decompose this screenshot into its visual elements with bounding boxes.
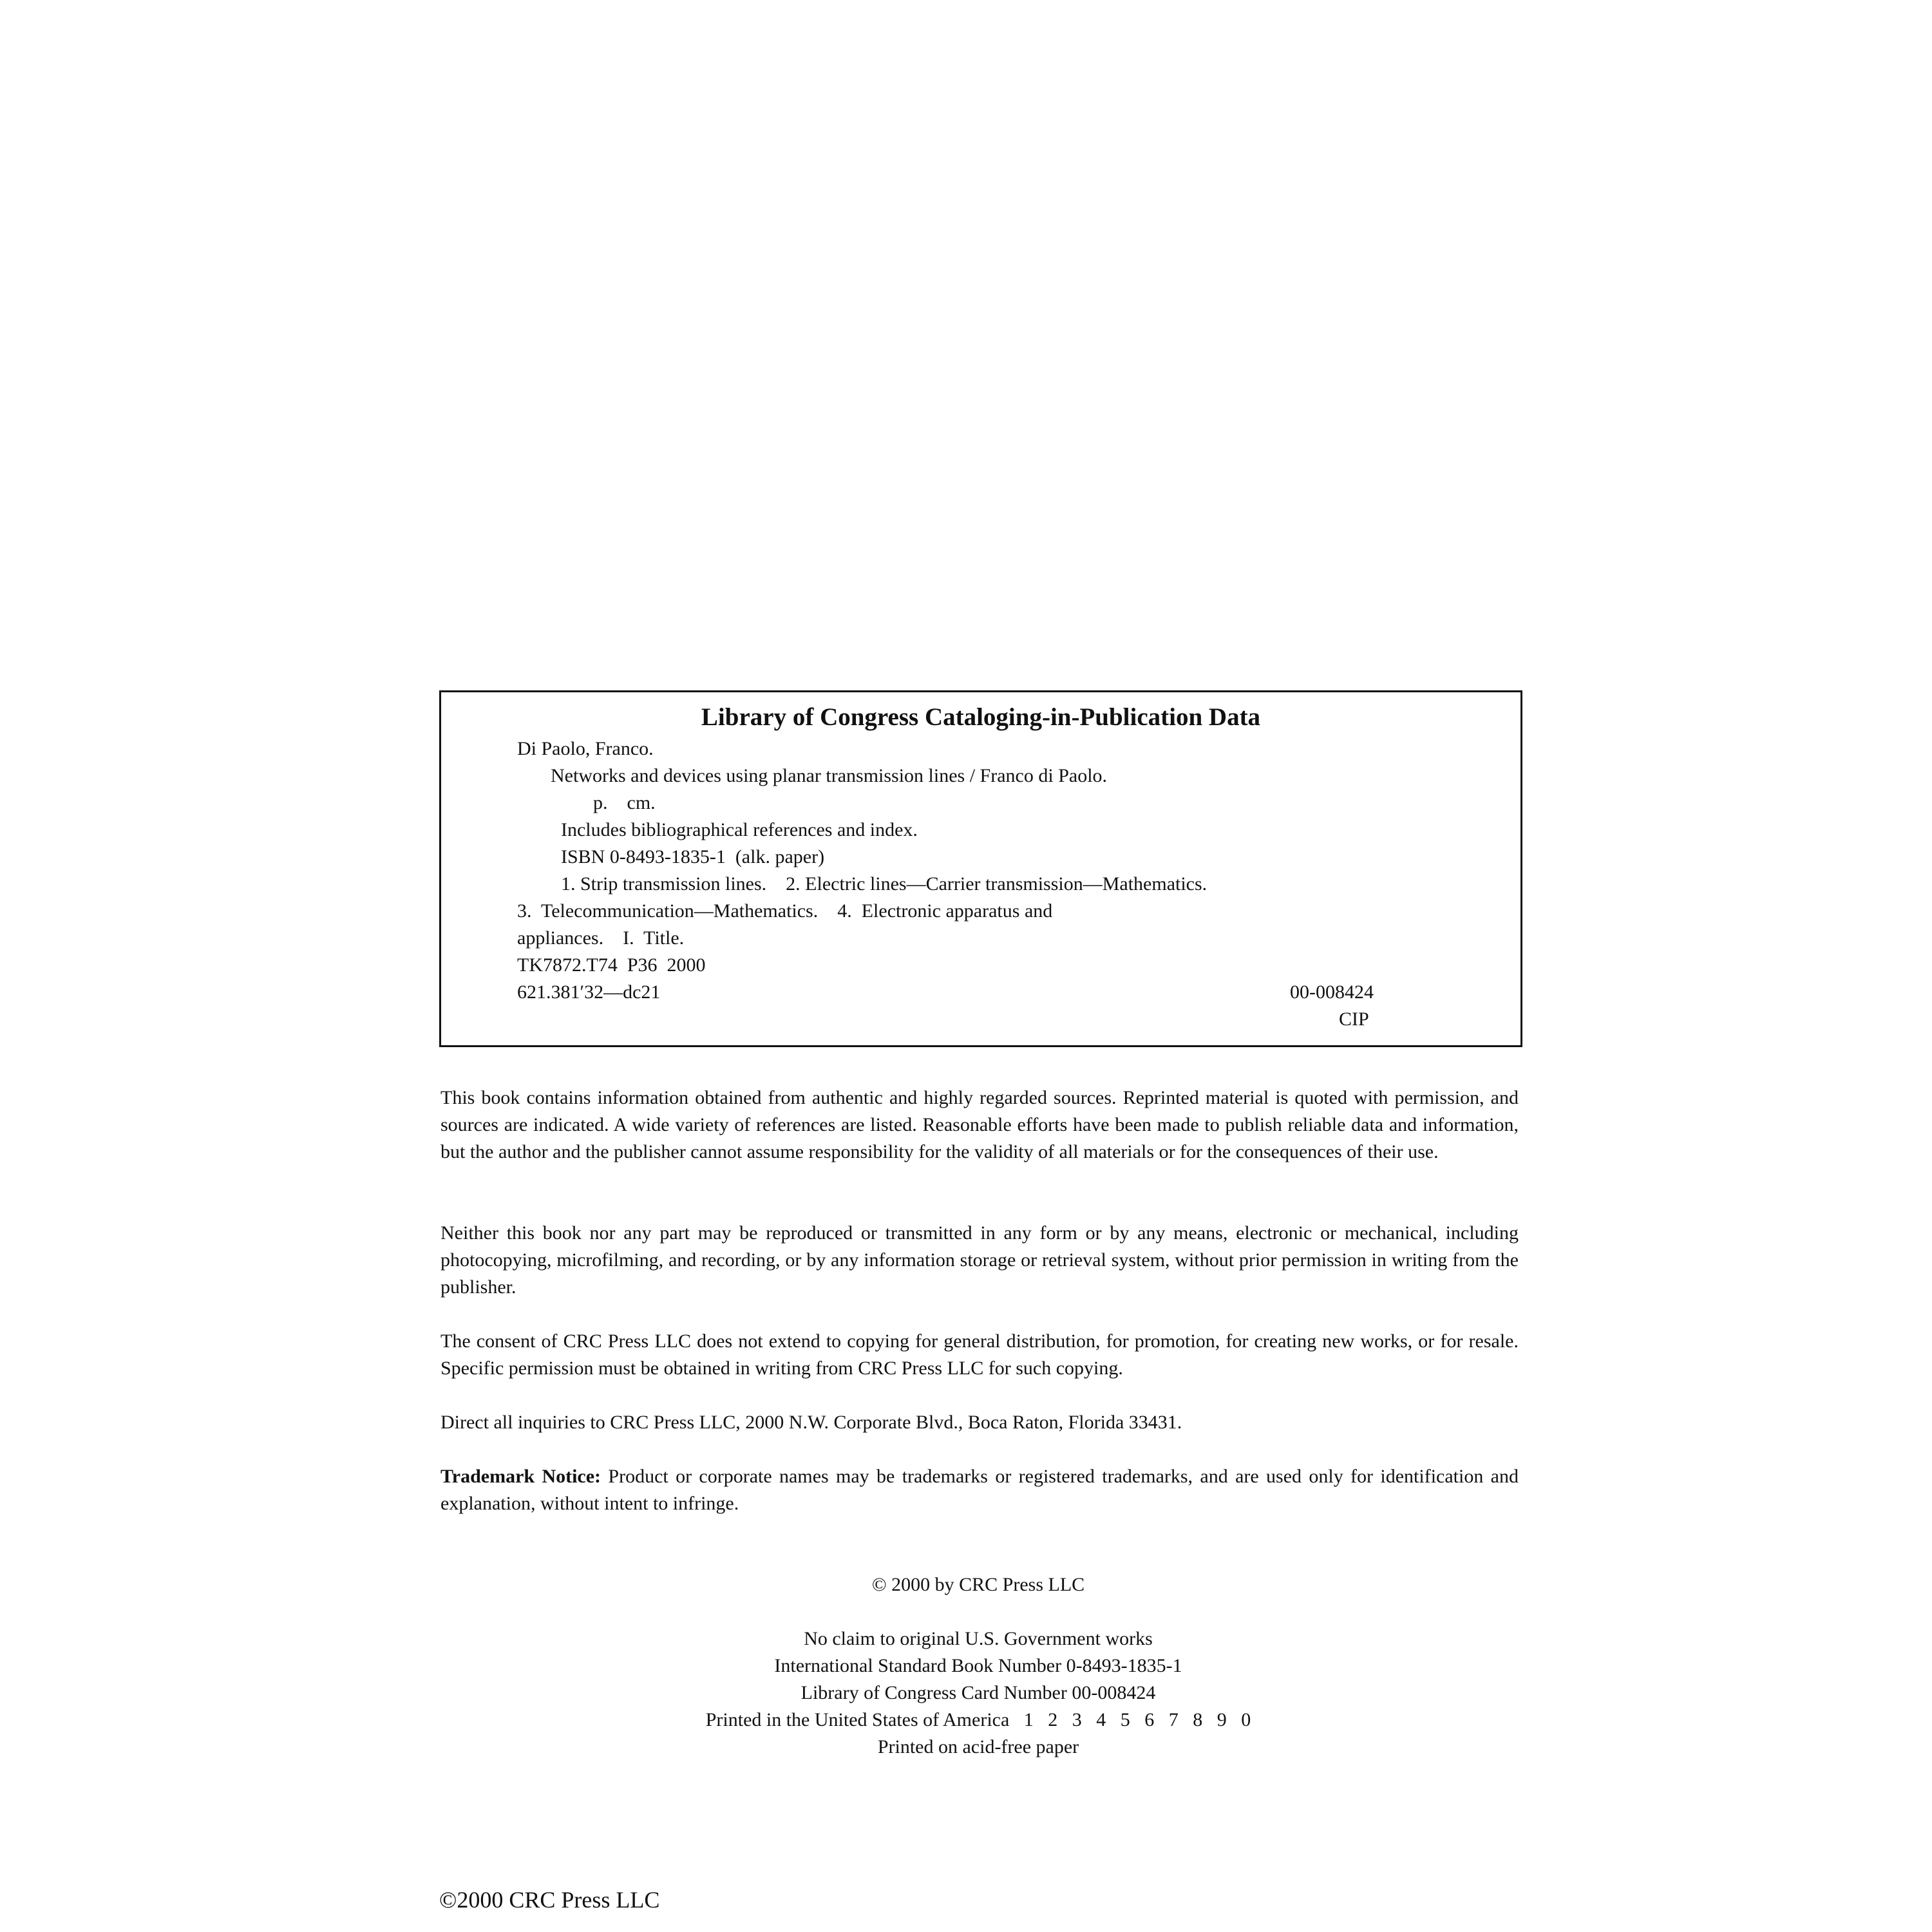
trademark-text: Product or corporate names may be trademarks or registered trademarks, and are used only for identification and explanation, without intent to infringe. — [440, 1466, 1519, 1514]
cip-author: Di Paolo, Franco. — [517, 738, 654, 759]
cip-subjects-2: 3. Telecommunication—Mathematics. 4. Electronic apparatus and — [517, 900, 1053, 922]
cip-physical: p. cm. — [593, 792, 656, 813]
cip-dewey: 621.381′32—dc21 — [517, 981, 661, 1003]
cip-lccn: 00-008424 — [1290, 981, 1374, 1003]
cip-subjects-3: appliances. I. Title. — [517, 927, 685, 949]
trademark-paragraph — [440, 1463, 1519, 1517]
cip-isbn: ISBN 0-8493-1835-1 (alk. paper) — [561, 846, 825, 867]
no-claim-line: No claim to original U.S. Government works — [804, 1628, 1153, 1649]
trademark-label: Trademark Notice: — [440, 1466, 601, 1487]
printed-line: Printed in the United States of America 1 2 3 4 5 6 7 8 9 0 — [705, 1709, 1251, 1730]
paper-line: Printed on acid-free paper — [877, 1736, 1079, 1757]
cip-mark: CIP — [1339, 1009, 1369, 1030]
sources-paragraph: This book contains information obtained from authentic and highly regarded sources. Reprinted material is quoted with permission, and sources are indicated. A wide variety of references are listed. Reasonable efforts have been made to publish reliable data and information, but the author and the publisher cannot assume responsibility for the validity of all materials or for the consequences of their use. — [440, 1087, 1519, 1162]
cip-data-box — [439, 690, 1522, 1047]
inquiries-paragraph: Direct all inquiries to CRC Press LLC, 2000 N.W. Corporate Blvd., Boca Raton, Florida 33431. — [440, 1412, 1182, 1433]
consent-paragraph: The consent of CRC Press LLC does not extend to copying for general distribution, for promotion, for creating new works, or for resale. Specific permission must be obtained in writing from CRC Press LLC for such copying. — [440, 1331, 1519, 1379]
cip-subjects-1: 1. Strip transmission lines. 2. Electric lines—Carrier transmission—Mathematics. — [561, 873, 1208, 895]
cip-notes: Includes bibliographical references and index. — [561, 819, 918, 840]
lccn-line: Library of Congress Card Number 00-008424 — [800, 1682, 1156, 1703]
copyright-line: © 2000 by CRC Press LLC — [871, 1574, 1085, 1595]
isbn-line: International Standard Book Number 0-8493-1835-1 — [774, 1655, 1182, 1676]
footer-copyright: ©2000 CRC Press LLC — [439, 1887, 660, 1913]
reproduction-paragraph: Neither this book nor any part may be reproduced or transmitted in any form or by any means, electronic or mechanical, including photocopying, microfilming, and recording, or by any information storage or retrieval system, without prior permission in writing from the publisher. — [440, 1222, 1519, 1298]
cip-lc-class: TK7872.T74 P36 2000 — [517, 954, 706, 976]
cip-title: Library of Congress Cataloging-in-Publication Data — [701, 703, 1261, 731]
cip-work-title: Networks and devices using planar transmission lines / Franco di Paolo. — [551, 765, 1108, 786]
